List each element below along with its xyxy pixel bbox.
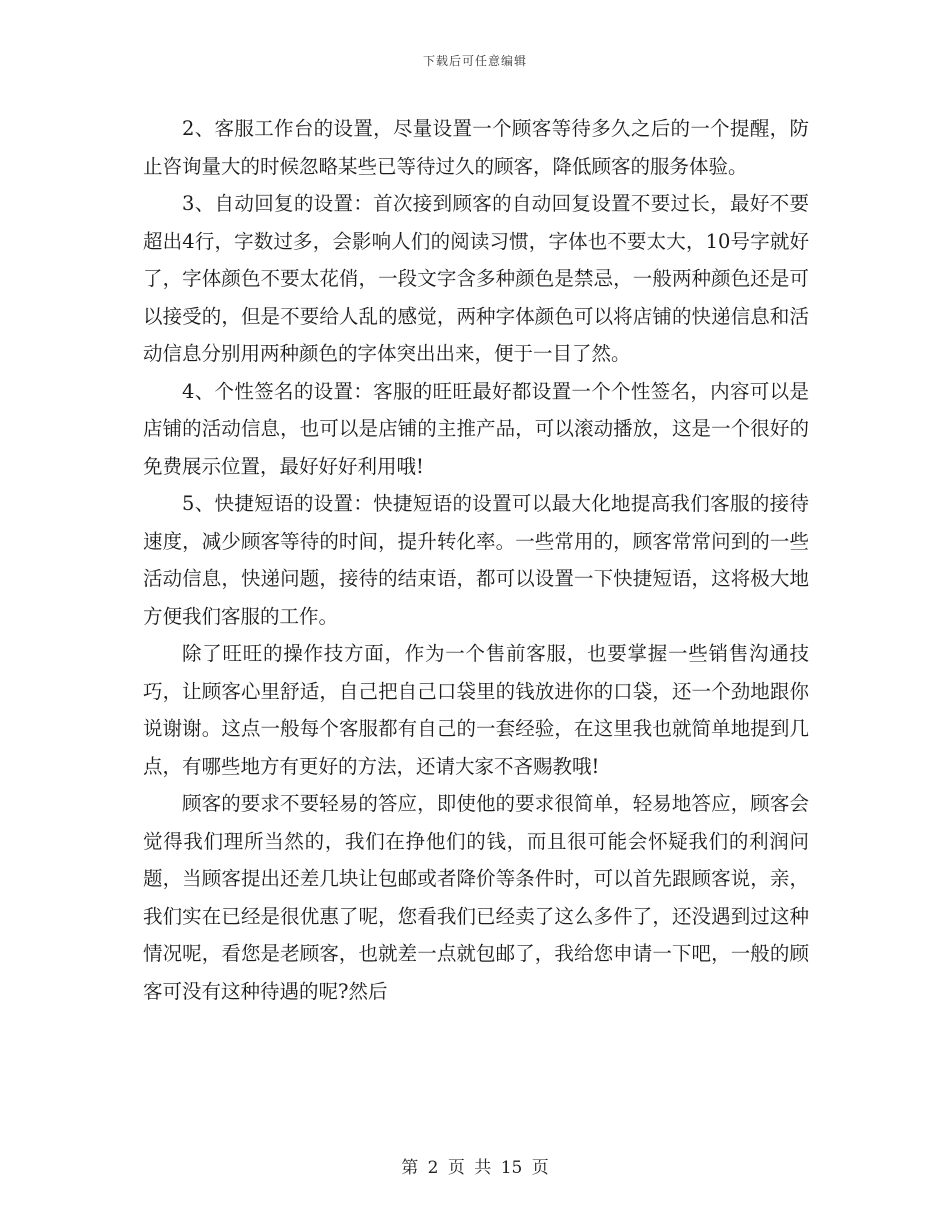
page-number: 第 2 页 共 15 页 — [401, 1158, 549, 1178]
paragraph-sales-skills: 除了旺旺的操作技方面，作为一个售前客服，也要掌握一些销售沟通技巧，让顾客心里舒适，自己把自己口袋里的钱放进你的口袋，还一个劲地跟你说谢谢。这点一般每个客服都有自己的一套经验，在这里我也就简单地提到几点，有哪些地方有更好的方法，还请大家不吝赐教哦! — [143, 642, 809, 778]
page-header: 下载后可任意编辑 — [422, 54, 527, 68]
document-body — [143, 110, 809, 1010]
paragraph-quick-phrase-settings: 5、快捷短语的设置：快捷短语的设置可以最大化地提高我们客服的接待速度，减少顾客等待的时间，提升转化率。一些常用的，顾客常常问到的一些活动信息，快递问题，接待的结束语，都可以设置一下快捷短语，这将极大地方便我们客服的工作。 — [143, 492, 809, 628]
paragraph-customer-requests: 顾客的要求不要轻易的答应，即使他的要求很简单，轻易地答应，顾客会觉得我们理所当然的，我们在挣他们的钱，而且很可能会怀疑我们的利润问题，当顾客提出还差几块让包邮或者降价等条件时，可以首先跟顾客说，亲，我们实在已经是很优惠了呢，您看我们已经卖了这么多件了，还没遇到过这种情况呢，看您是老顾客，也就差一点就包邮了，我给您申请一下吧，一般的顾客可没有这种待遇的呢?然后 — [143, 792, 809, 1003]
paragraph-workbench-settings: 2、客服工作台的设置，尽量设置一个顾客等待多久之后的一个提醒，防止咨询量大的时候忽略某些已等待过久的顾客，降低顾客的服务体验。 — [143, 117, 809, 178]
paragraph-auto-reply-settings: 3、自动回复的设置：首次接到顾客的自动回复设置不要过长，最好不要超出4行，字数过多，会影响人们的阅读习惯，字体也不要太大，10号字就好了，字体颜色不要太花俏，一段文字含多种颜色是禁忌，一般两种颜色还是可以接受的，但是不要给人乱的感觉，两种字体颜色可以将店铺的快递信息和活动信息分别用两种颜色的字体突出出来，便于一目了然。 — [143, 192, 809, 365]
paragraph-signature-settings: 4、个性签名的设置：客服的旺旺最好都设置一个个性签名，内容可以是店铺的活动信息，也可以是店铺的主推产品，可以滚动播放，这是一个很好的免费展示位置，最好好好利用哦! — [143, 379, 809, 478]
